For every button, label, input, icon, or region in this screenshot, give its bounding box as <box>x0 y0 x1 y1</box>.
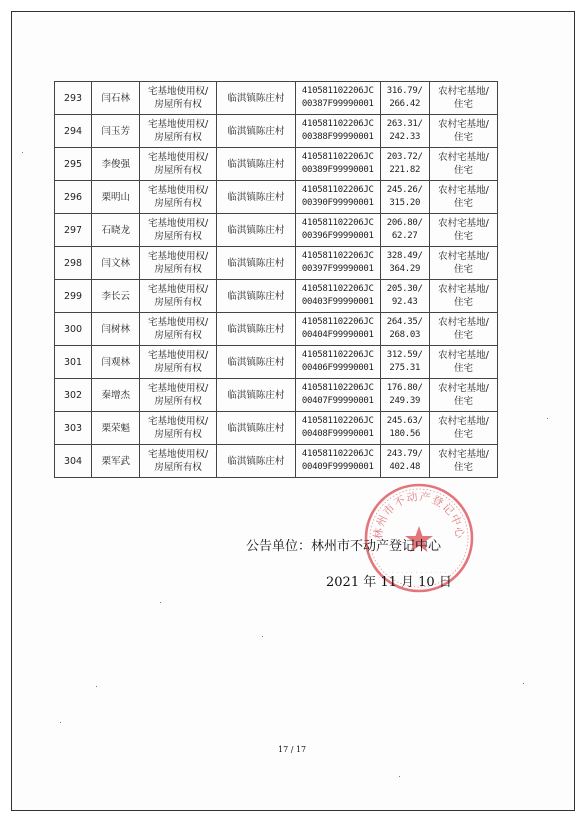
cell-unit-number-text: 410581102206JC <box>301 416 374 426</box>
cell-unit-number-text: 410581102206JC <box>301 119 374 129</box>
cell-location-text: 临淇镇陈庄村 <box>227 224 285 236</box>
cell-right-type <box>140 214 216 247</box>
cell-right-type-text: 宅基地使用权/ <box>148 152 209 163</box>
cell-unit-number <box>296 445 380 478</box>
cell-right-type-text: 房屋所有权 <box>154 429 202 440</box>
cell-right-type-text: 房屋所有权 <box>154 264 202 275</box>
cell-unit-number-text: 410581102206JC <box>301 383 374 393</box>
cell-owner-name <box>92 181 140 214</box>
cell-right-type <box>140 247 216 280</box>
registration-table <box>54 81 498 478</box>
cell-location-text: 临淇镇陈庄村 <box>227 191 285 203</box>
cell-area <box>380 214 429 247</box>
cell-unit-number-text: 410581102206JC <box>301 449 374 459</box>
scan-speck <box>523 683 524 684</box>
cell-area-text: 315.20 <box>389 198 421 208</box>
cell-right-type-text: 房屋所有权 <box>154 165 202 176</box>
cell-right-type <box>140 280 216 313</box>
cell-unit-number <box>296 346 380 379</box>
table-row <box>55 280 498 313</box>
cell-location <box>216 412 295 445</box>
cell-location <box>216 115 295 148</box>
cell-area <box>380 445 429 478</box>
cell-unit-number-text: 00409F99990001 <box>301 462 374 472</box>
cell-area <box>380 247 429 280</box>
cell-unit-number-text: 00397F99990001 <box>301 264 374 274</box>
cell-right-type-text: 房屋所有权 <box>154 297 202 308</box>
scan-speck <box>262 636 263 637</box>
cell-unit-number <box>296 82 380 115</box>
cell-right-type <box>140 379 216 412</box>
cell-unit-number-text: 410581102206JC <box>301 317 374 327</box>
cell-area <box>380 148 429 181</box>
cell-unit-number-text: 410581102206JC <box>301 350 374 360</box>
cell-unit-number <box>296 313 380 346</box>
table-row <box>55 379 498 412</box>
cell-area-text: 275.31 <box>389 363 421 373</box>
cell-right-type <box>140 412 216 445</box>
cell-location-text: 临淇镇陈庄村 <box>227 92 285 104</box>
cell-owner-name-text: 栗荣魁 <box>101 422 131 434</box>
cell-area <box>380 115 429 148</box>
cell-number-text: 300 <box>63 323 83 335</box>
cell-right-type <box>140 445 216 478</box>
table-row <box>55 412 498 445</box>
cell-number-text: 301 <box>63 356 83 368</box>
cell-usage <box>429 280 497 313</box>
cell-location <box>216 247 295 280</box>
cell-unit-number-text: 410581102206JC <box>301 284 374 294</box>
cell-usage-text: 农村宅基地/ <box>438 152 489 163</box>
cell-right-type <box>140 115 216 148</box>
cell-location-text: 临淇镇陈庄村 <box>227 290 285 302</box>
cell-usage <box>429 181 497 214</box>
cell-owner-name-text: 闫树林 <box>101 323 131 335</box>
cell-number-text: 294 <box>63 125 83 137</box>
cell-owner-name <box>92 82 140 115</box>
table-row <box>55 82 498 115</box>
cell-right-type <box>140 82 216 115</box>
cell-usage-text: 住宅 <box>453 99 473 110</box>
scan-speck <box>399 776 400 777</box>
cell-location-text: 临淇镇陈庄村 <box>227 422 285 434</box>
cell-area-text: 242.33 <box>389 132 421 142</box>
cell-usage-text: 农村宅基地/ <box>438 86 489 97</box>
cell-number <box>55 445 92 478</box>
cell-area-text: 249.39 <box>389 396 421 406</box>
cell-number <box>55 379 92 412</box>
cell-right-type <box>140 313 216 346</box>
cell-location <box>216 148 295 181</box>
cell-owner-name-text: 李俊强 <box>101 158 131 170</box>
cell-area-text: 92.43 <box>391 297 418 307</box>
cell-location <box>216 214 295 247</box>
cell-unit-number-text: 00388F99990001 <box>301 132 374 142</box>
cell-location-text: 临淇镇陈庄村 <box>227 323 285 335</box>
cell-right-type-text: 房屋所有权 <box>154 198 202 209</box>
cell-unit-number-text: 00408F99990001 <box>301 429 374 439</box>
cell-unit-number-text: 00403F99990001 <box>301 297 374 307</box>
cell-area-text: 203.72/ <box>386 152 423 162</box>
cell-unit-number-text: 410581102206JC <box>301 86 374 96</box>
cell-usage <box>429 82 497 115</box>
cell-unit-number <box>296 214 380 247</box>
cell-right-type-text: 房屋所有权 <box>154 396 202 407</box>
table-row <box>55 115 498 148</box>
cell-location-text: 临淇镇陈庄村 <box>227 158 285 170</box>
cell-usage-text: 农村宅基地/ <box>438 317 489 328</box>
cell-unit-number <box>296 379 380 412</box>
cell-number-text: 304 <box>63 455 83 467</box>
scan-speck <box>160 602 161 603</box>
cell-right-type-text: 房屋所有权 <box>154 363 202 374</box>
cell-area-text: 176.80/ <box>386 383 423 393</box>
cell-location-text: 临淇镇陈庄村 <box>227 455 285 467</box>
cell-right-type-text: 宅基地使用权/ <box>148 350 209 361</box>
cell-unit-number-text: 00387F99990001 <box>301 99 374 109</box>
cell-unit-number-text: 00406F99990001 <box>301 363 374 373</box>
cell-right-type-text: 宅基地使用权/ <box>148 284 209 295</box>
cell-usage <box>429 379 497 412</box>
cell-right-type-text: 宅基地使用权/ <box>148 449 209 460</box>
cell-usage <box>429 346 497 379</box>
cell-usage <box>429 148 497 181</box>
cell-owner-name <box>92 148 140 181</box>
cell-location-text: 临淇镇陈庄村 <box>227 389 285 401</box>
cell-number-text: 293 <box>63 92 83 104</box>
cell-number-text: 298 <box>63 257 83 269</box>
cell-owner-name-text: 闫玉芳 <box>101 125 131 137</box>
cell-owner-name <box>92 346 140 379</box>
cell-unit-number <box>296 115 380 148</box>
announcement-date: 2021 年 11 月 10 日 <box>326 575 452 590</box>
cell-owner-name-text: 秦增杰 <box>101 389 131 401</box>
table-row <box>55 313 498 346</box>
cell-usage-text: 农村宅基地/ <box>438 251 489 262</box>
cell-location <box>216 82 295 115</box>
cell-unit-number-text: 410581102206JC <box>301 152 374 162</box>
cell-owner-name-text: 栗军武 <box>101 455 131 467</box>
cell-number-text: 295 <box>63 158 83 170</box>
cell-usage-text: 农村宅基地/ <box>438 350 489 361</box>
cell-owner-name-text: 栗明山 <box>101 191 131 203</box>
cell-location-text: 临淇镇陈庄村 <box>227 356 285 368</box>
cell-usage-text: 住宅 <box>453 198 473 209</box>
page-number: 17 / 17 <box>278 745 307 754</box>
cell-right-type-text: 房屋所有权 <box>154 231 202 242</box>
cell-area <box>380 82 429 115</box>
cell-location-text: 临淇镇陈庄村 <box>227 257 285 269</box>
cell-unit-number-text: 410581102206JC <box>301 251 374 261</box>
cell-owner-name-text: 石晓龙 <box>101 224 131 236</box>
svg-text:· · · · · · · · · · · ·: · · · · · · · · · · · · <box>391 570 447 575</box>
cell-unit-number <box>296 280 380 313</box>
cell-number-text: 303 <box>63 422 83 434</box>
cell-unit-number-text: 410581102206JC <box>301 218 374 228</box>
cell-usage-text: 农村宅基地/ <box>438 383 489 394</box>
cell-right-type-text: 房屋所有权 <box>154 99 202 110</box>
cell-right-type-text: 宅基地使用权/ <box>148 416 209 427</box>
cell-owner-name <box>92 445 140 478</box>
cell-unit-number <box>296 181 380 214</box>
cell-location <box>216 313 295 346</box>
cell-area-text: 221.82 <box>389 165 421 175</box>
cell-area-text: 263.31/ <box>386 119 423 129</box>
table-row <box>55 214 498 247</box>
scan-speck <box>60 722 61 723</box>
cell-area <box>380 313 429 346</box>
cell-right-type <box>140 346 216 379</box>
cell-usage-text: 住宅 <box>453 165 473 176</box>
cell-number <box>55 247 92 280</box>
cell-number-text: 297 <box>63 224 83 236</box>
scan-speck <box>96 686 97 687</box>
announcing-unit: 公告单位：林州市不动产登记中心 <box>246 539 442 554</box>
cell-owner-name <box>92 379 140 412</box>
svg-text:林州市不动产登记中心: 林州市不动产登记中心 <box>371 490 467 540</box>
cell-location <box>216 445 295 478</box>
cell-usage-text: 住宅 <box>453 330 473 341</box>
cell-usage-text: 住宅 <box>453 231 473 242</box>
cell-area-text: 266.42 <box>389 99 421 109</box>
cell-owner-name-text: 闫石林 <box>101 92 131 104</box>
cell-number-text: 296 <box>63 191 83 203</box>
cell-area-text: 245.63/ <box>386 416 423 426</box>
cell-area-text: 206.80/ <box>386 218 423 228</box>
cell-number <box>55 346 92 379</box>
cell-usage-text: 住宅 <box>453 132 473 143</box>
cell-number <box>55 181 92 214</box>
cell-location <box>216 379 295 412</box>
cell-right-type-text: 房屋所有权 <box>154 132 202 143</box>
cell-right-type-text: 宅基地使用权/ <box>148 383 209 394</box>
scan-speck <box>22 152 23 153</box>
cell-usage <box>429 412 497 445</box>
cell-unit-number <box>296 412 380 445</box>
cell-number-text: 302 <box>63 389 83 401</box>
cell-owner-name <box>92 214 140 247</box>
cell-right-type <box>140 148 216 181</box>
cell-area-text: 180.56 <box>389 429 421 439</box>
table-row <box>55 247 498 280</box>
cell-area-text: 268.03 <box>389 330 421 340</box>
cell-right-type-text: 房屋所有权 <box>154 330 202 341</box>
cell-area-text: 364.29 <box>389 264 421 274</box>
cell-right-type-text: 房屋所有权 <box>154 462 202 473</box>
cell-owner-name <box>92 313 140 346</box>
cell-unit-number-text: 00396F99990001 <box>301 231 374 241</box>
table-row <box>55 148 498 181</box>
cell-right-type-text: 宅基地使用权/ <box>148 317 209 328</box>
cell-number <box>55 214 92 247</box>
cell-area <box>380 379 429 412</box>
cell-right-type-text: 宅基地使用权/ <box>148 218 209 229</box>
cell-number <box>55 412 92 445</box>
cell-area-text: 245.26/ <box>386 185 423 195</box>
cell-usage <box>429 214 497 247</box>
cell-owner-name-text: 闫观林 <box>101 356 131 368</box>
cell-owner-name-text: 李长云 <box>101 290 131 302</box>
cell-unit-number-text: 00389F99990001 <box>301 165 374 175</box>
cell-unit-number <box>296 148 380 181</box>
cell-area-text: 312.59/ <box>386 350 423 360</box>
cell-usage-text: 住宅 <box>453 297 473 308</box>
cell-number <box>55 280 92 313</box>
cell-unit-number <box>296 247 380 280</box>
cell-unit-number-text: 00390F99990001 <box>301 198 374 208</box>
cell-usage-text: 住宅 <box>453 429 473 440</box>
cell-location-text: 临淇镇陈庄村 <box>227 125 285 137</box>
cell-usage <box>429 313 497 346</box>
cell-usage-text: 农村宅基地/ <box>438 416 489 427</box>
cell-number <box>55 115 92 148</box>
cell-area-text: 243.79/ <box>386 449 423 459</box>
cell-area <box>380 280 429 313</box>
cell-location <box>216 346 295 379</box>
cell-usage-text: 农村宅基地/ <box>438 119 489 130</box>
cell-right-type-text: 宅基地使用权/ <box>148 119 209 130</box>
cell-owner-name <box>92 280 140 313</box>
cell-number <box>55 313 92 346</box>
cell-area <box>380 346 429 379</box>
table-row <box>55 445 498 478</box>
cell-area <box>380 181 429 214</box>
cell-right-type-text: 宅基地使用权/ <box>148 86 209 97</box>
cell-owner-name-text: 闫文林 <box>101 257 131 269</box>
cell-unit-number-text: 00404F99990001 <box>301 330 374 340</box>
cell-number <box>55 148 92 181</box>
cell-owner-name <box>92 247 140 280</box>
cell-owner-name <box>92 412 140 445</box>
cell-area-text: 328.49/ <box>386 251 423 261</box>
cell-unit-number-text: 410581102206JC <box>301 185 374 195</box>
cell-number-text: 299 <box>63 290 83 302</box>
cell-usage <box>429 115 497 148</box>
cell-usage-text: 农村宅基地/ <box>438 284 489 295</box>
cell-area <box>380 412 429 445</box>
cell-area-text: 402.48 <box>389 462 421 472</box>
cell-area-text: 316.79/ <box>386 86 423 96</box>
cell-area-text: 264.35/ <box>386 317 423 327</box>
cell-right-type-text: 宅基地使用权/ <box>148 251 209 262</box>
cell-usage-text: 住宅 <box>453 462 473 473</box>
cell-location <box>216 280 295 313</box>
cell-number <box>55 82 92 115</box>
cell-right-type <box>140 181 216 214</box>
scan-speck <box>547 418 548 419</box>
cell-right-type-text: 宅基地使用权/ <box>148 185 209 196</box>
cell-area-text: 205.30/ <box>386 284 423 294</box>
cell-usage <box>429 445 497 478</box>
cell-usage-text: 住宅 <box>453 264 473 275</box>
cell-usage-text: 住宅 <box>453 363 473 374</box>
cell-usage-text: 农村宅基地/ <box>438 449 489 460</box>
cell-owner-name <box>92 115 140 148</box>
cell-usage-text: 住宅 <box>453 396 473 407</box>
cell-location <box>216 181 295 214</box>
cell-usage <box>429 247 497 280</box>
table-row <box>55 346 498 379</box>
table-row <box>55 181 498 214</box>
cell-usage-text: 农村宅基地/ <box>438 185 489 196</box>
cell-area-text: 62.27 <box>391 231 418 241</box>
cell-usage-text: 农村宅基地/ <box>438 218 489 229</box>
cell-unit-number-text: 00407F99990001 <box>301 396 374 406</box>
